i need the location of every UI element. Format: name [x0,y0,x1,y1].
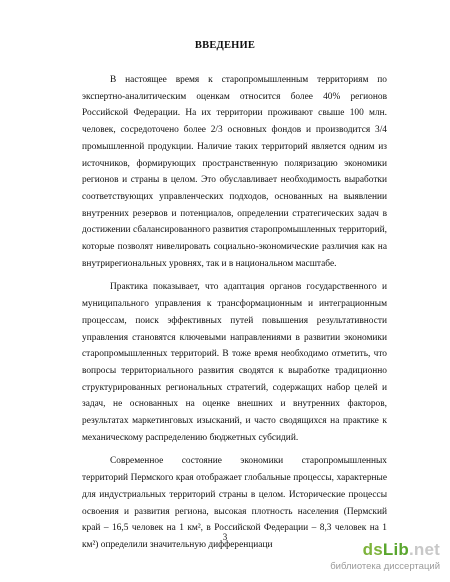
body-text [82,72,387,554]
paragraph-2: Практика показывает, что адаптация органов государственного и муниципального управления к трансформационным и интеграционным процессам, поиск эффективных путей повышения результативности управления становятся ключевыми направлениями в развитии экономики старопромышленных территорий. В тоже время необходимо отметить, что вопросы территориального развития сводятся к выработке традиционно структурированных региональных стратегий, содержащих набор целей и задач, не основанных на оценке внешних и внутренних факторов, результатах маркетинговых изысканий, и часто сводящихся на практике к механическому распределению бюджетных субсидий. [82,282,387,443]
logo-ds: ds [362,540,383,559]
page-number: 3 [222,532,228,542]
logo-net: .net [408,540,440,559]
paragraph-3: Современное состояние экономики старопромышленных территорий Пермского края отображает глобальные процессы, характерные для индустриальных территорий страны в целом. Исторические процессы освоения и развития региона, высокая плотность населения (Пермский край – 16,5 человек на 1 км², в Российской Федерации – 8,3 человек на 1 км²) определили значительную дифференциаци [82,456,387,550]
page-title: ВВЕДЕНИЕ [194,40,256,51]
logo-lib: Lib [382,540,409,559]
dslib-logo [363,540,440,560]
paragraph-1: В настоящее время к старопромышленным территориям по экспертно-аналитическим оценкам относится более 40% регионов Российской Федерации. На их территории проживают свыше 100 млн. человек, сосредоточено более 2/3 основных фондов и производится 3/4 промышленной продукции. Наличие таких территорий является одним из источников, формирующих пространственную поляризацию экономики регионов и страны в целом. Это обуславливает необходимость выработки соответствующих управленческих подходов, основанных на выявлении внутренних резервов и потенциалов, определении стратегических задач в достижении сбалансированного развития старопромышленных территорий, которые позволят нивелировать социально-экономические различия как на внутрирегиональных уровнях, так и в национальном масштабе. [82,75,387,269]
watermark-caption: библиотека диссертаций [330,561,440,572]
dslib-watermark [322,540,440,576]
